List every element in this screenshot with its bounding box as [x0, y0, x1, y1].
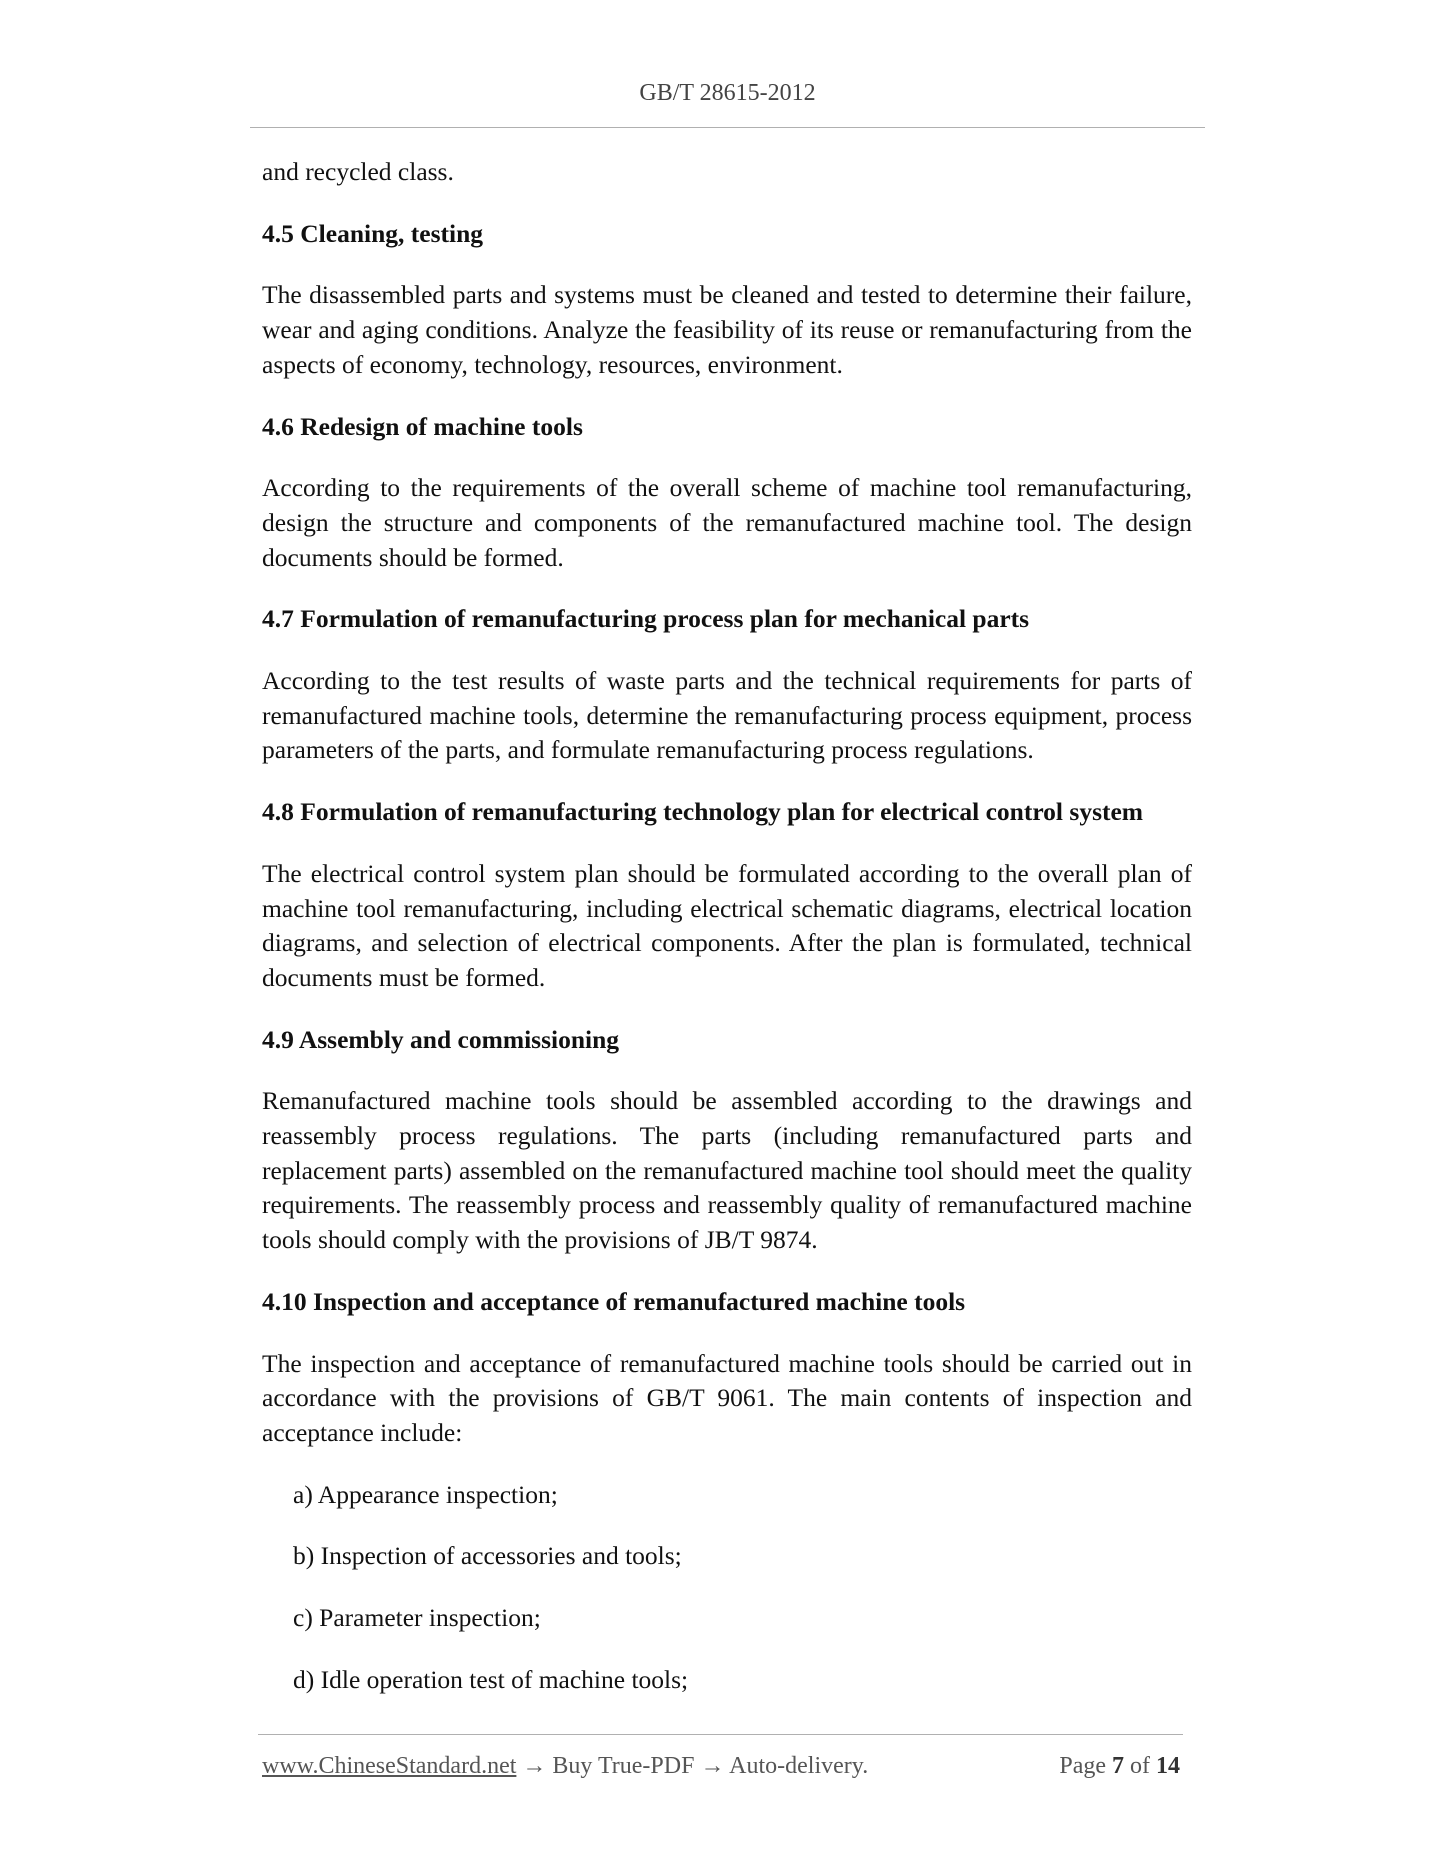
of-label: of: [1130, 1753, 1150, 1779]
total-pages-number: 14: [1156, 1753, 1180, 1779]
current-page-number: 7: [1112, 1753, 1124, 1779]
section-heading-4-8: 4.8 Formulation of remanufacturing technology plan for electrical control system: [262, 797, 1144, 827]
page-content: [262, 155, 1192, 1725]
section-heading-4-7: 4.7 Formulation of remanufacturing process plan for mechanical parts: [262, 604, 1030, 634]
section-body-4-7: According to the test results of waste parts and the technical requirements for parts of remanufactured machine tools, determine the remanufacturing process equipment, process parameters of the parts, and formulate remanufacturing process regulations.: [262, 666, 1192, 765]
header-divider: [250, 127, 1205, 128]
list-item: c) Parameter inspection;: [293, 1603, 541, 1633]
section-body-4-9: Remanufactured machine tools should be assembled according to the drawings and reassembly process regulations. The parts (including remanufactured parts and replacement parts) assembled on the remanufactured machine tool should meet the quality requirements. The reassembly process and reassembly quality of remanufactured machine tools should comply with the provisions of JB/T 9874.: [262, 1086, 1192, 1255]
page-indicator: [1059, 1753, 1180, 1780]
continuation-text: and recycled class.: [262, 157, 454, 186]
footer-divider: [258, 1734, 1183, 1735]
footer-promo: [262, 1753, 868, 1780]
list-item: d) Idle operation test of machine tools;: [293, 1664, 689, 1694]
arrow-icon: →: [700, 1753, 725, 1779]
section-body-4-8: The electrical control system plan should be formulated according to the overall plan of machine tool remanufacturing, including electrical schematic diagrams, electrical location diagrams, and selection of electrical components. After the plan is formulated, technical documents must be formed.: [262, 858, 1192, 992]
list-item: b) Inspection of accessories and tools;: [293, 1541, 682, 1571]
page-label: Page: [1059, 1753, 1106, 1779]
section-heading-4-6: 4.6 Redesign of machine tools: [262, 411, 583, 441]
section-heading-4-9: 4.9 Assembly and commissioning: [262, 1024, 620, 1054]
section-body-4-6: According to the requirements of the overall scheme of machine tool remanufacturing, design the structure and components of the remanufactured machine tool. The design documents should be formed.: [262, 473, 1192, 572]
section-heading-4-10: 4.10 Inspection and acceptance of remanufactured machine tools: [262, 1286, 966, 1316]
page-footer: [262, 1753, 1180, 1787]
arrow-icon: →: [522, 1753, 547, 1779]
list-item: a) Appearance inspection;: [293, 1479, 558, 1509]
section-body-4-5: The disassembled parts and systems must be cleaned and tested to determine their failure, wear and aging conditions. Analyze the feasibility of its reuse or remanufacturing from the aspects of economy, technology, resources, environment.: [262, 280, 1192, 379]
document-code: GB/T 28615-2012: [639, 80, 816, 106]
page-header: [250, 80, 1205, 107]
delivery-text: Auto-delivery.: [729, 1753, 869, 1779]
website-link[interactable]: www.ChineseStandard.net: [262, 1753, 517, 1779]
buy-text: Buy True-PDF: [552, 1753, 695, 1779]
section-body-4-10: The inspection and acceptance of remanufactured machine tools should be carried out in accordance with the provisions of GB/T 9061. The main contents of inspection and acceptance include:: [262, 1348, 1192, 1447]
section-heading-4-5: 4.5 Cleaning, testing: [262, 218, 484, 248]
